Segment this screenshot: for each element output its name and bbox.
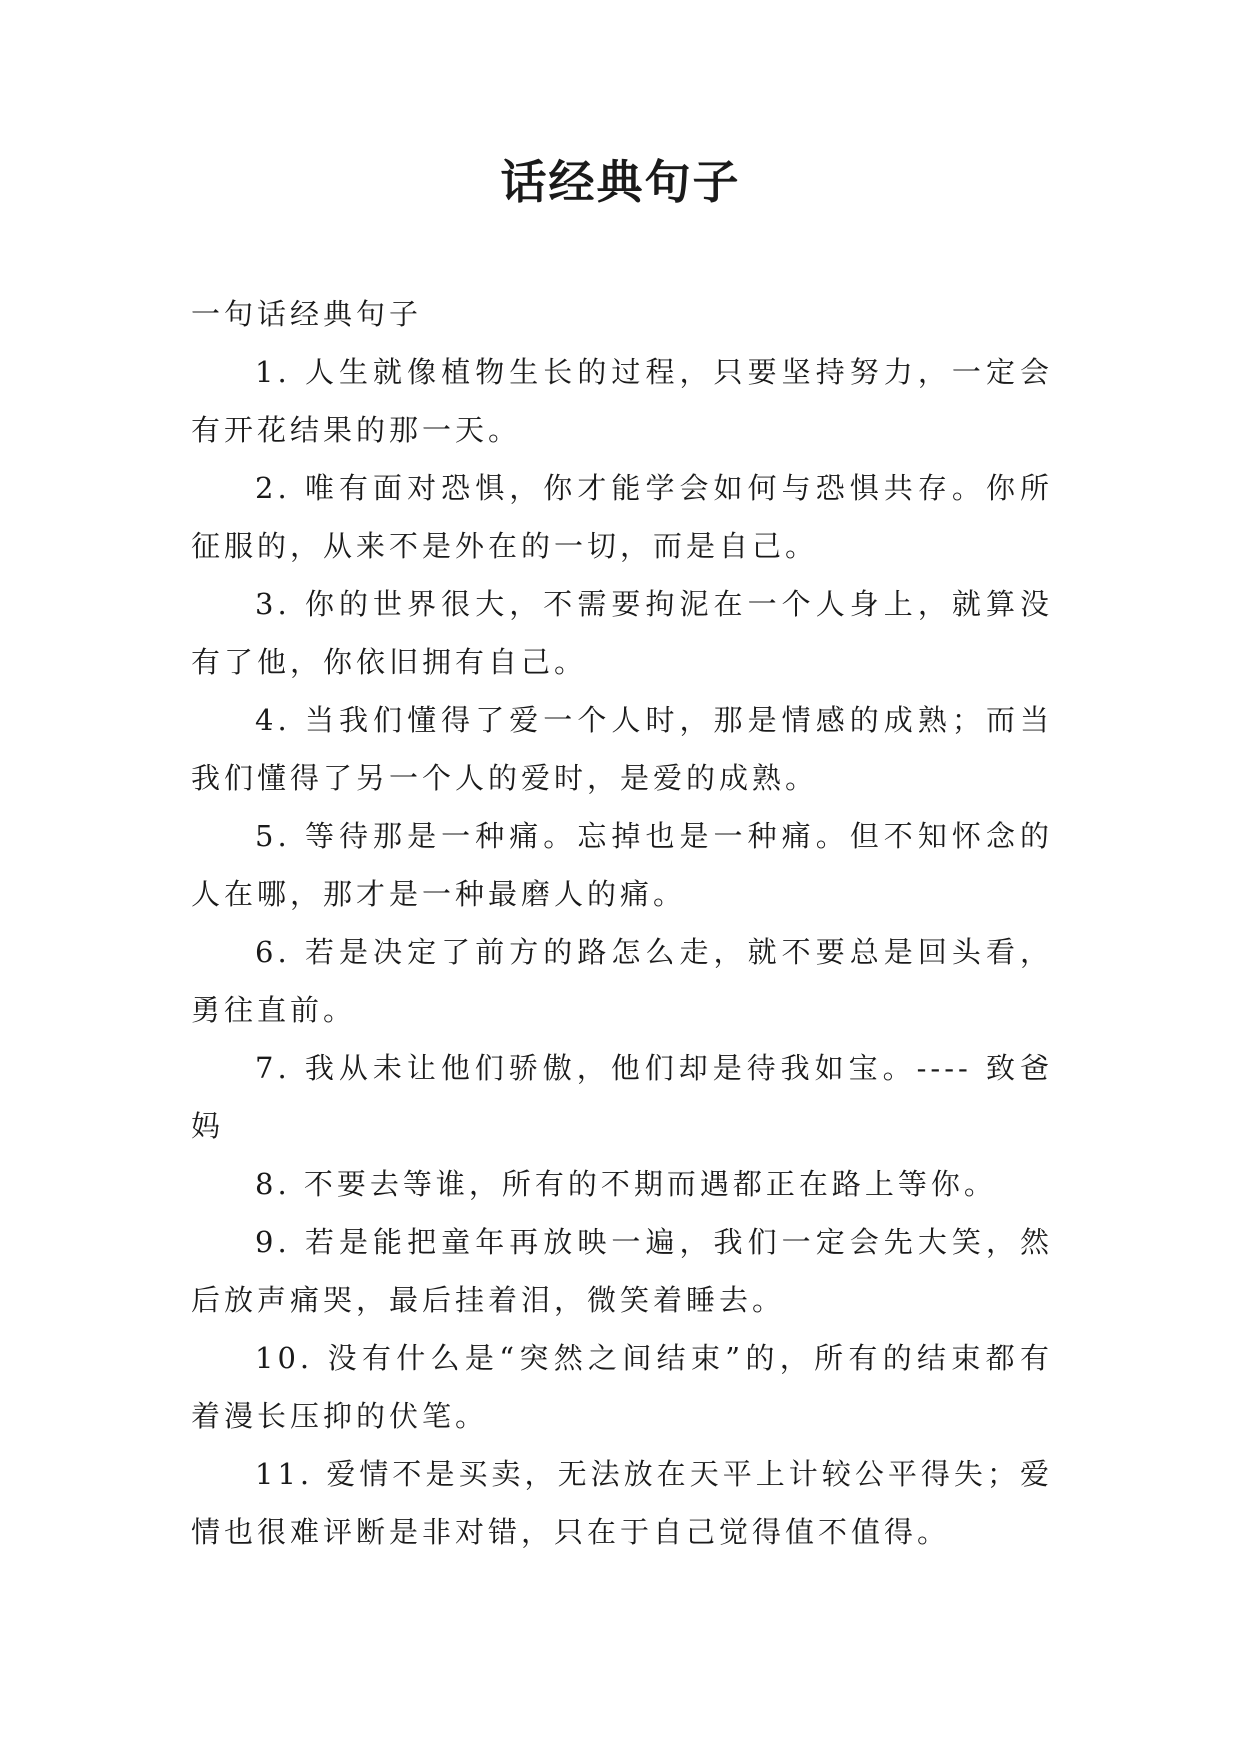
quote-item-5: 5. 等待那是一种痛。忘掉也是一种痛。但不知怀念的人在哪，那才是一种最磨人的痛。 xyxy=(191,819,1053,911)
quote-item-10: 10. 没有什么是“突然之间结束”的，所有的结束都有着漫长压抑的伏笔。 xyxy=(191,1341,1053,1433)
quote-item-4: 4. 当我们懂得了爱一个人时，那是情感的成熟；而当我们懂得了另一个人的爱时，是爱的成熟。 xyxy=(191,703,1053,795)
quote-item-1: 1. 人生就像植物生长的过程，只要坚持努力，一定会有开花结果的那一天。 xyxy=(191,355,1053,447)
quote-item-6: 6. 若是决定了前方的路怎么走，就不要总是回头看，勇往直前。 xyxy=(191,935,1053,1027)
document-body xyxy=(191,285,1053,1561)
quote-item-9: 9. 若是能把童年再放映一遍，我们一定会先大笑，然后放声痛哭，最后挂着泪，微笑着睡去。 xyxy=(191,1225,1053,1317)
page-title: 话经典句子 xyxy=(500,155,741,209)
quote-item-8: 8. 不要去等谁，所有的不期而遇都正在路上等你。 xyxy=(255,1167,997,1201)
quote-item-11: 11. 爱情不是买卖，无法放在天平上计较公平得失；爱情也很难评断是非对错，只在于自己觉得值不值得。 xyxy=(191,1457,1053,1549)
quote-item-3: 3. 你的世界很大，不需要拘泥在一个人身上，就算没有了他，你依旧拥有自己。 xyxy=(191,587,1053,679)
quote-item-7: 7. 我从未让他们骄傲，他们却是待我如宝。---- 致爸妈 xyxy=(191,1051,1053,1143)
quote-item-2: 2. 唯有面对恐惧，你才能学会如何与恐惧共存。你所征服的，从来不是外在的一切，而是自己。 xyxy=(191,471,1053,563)
document-subtitle: 一句话经典句子 xyxy=(191,297,423,331)
